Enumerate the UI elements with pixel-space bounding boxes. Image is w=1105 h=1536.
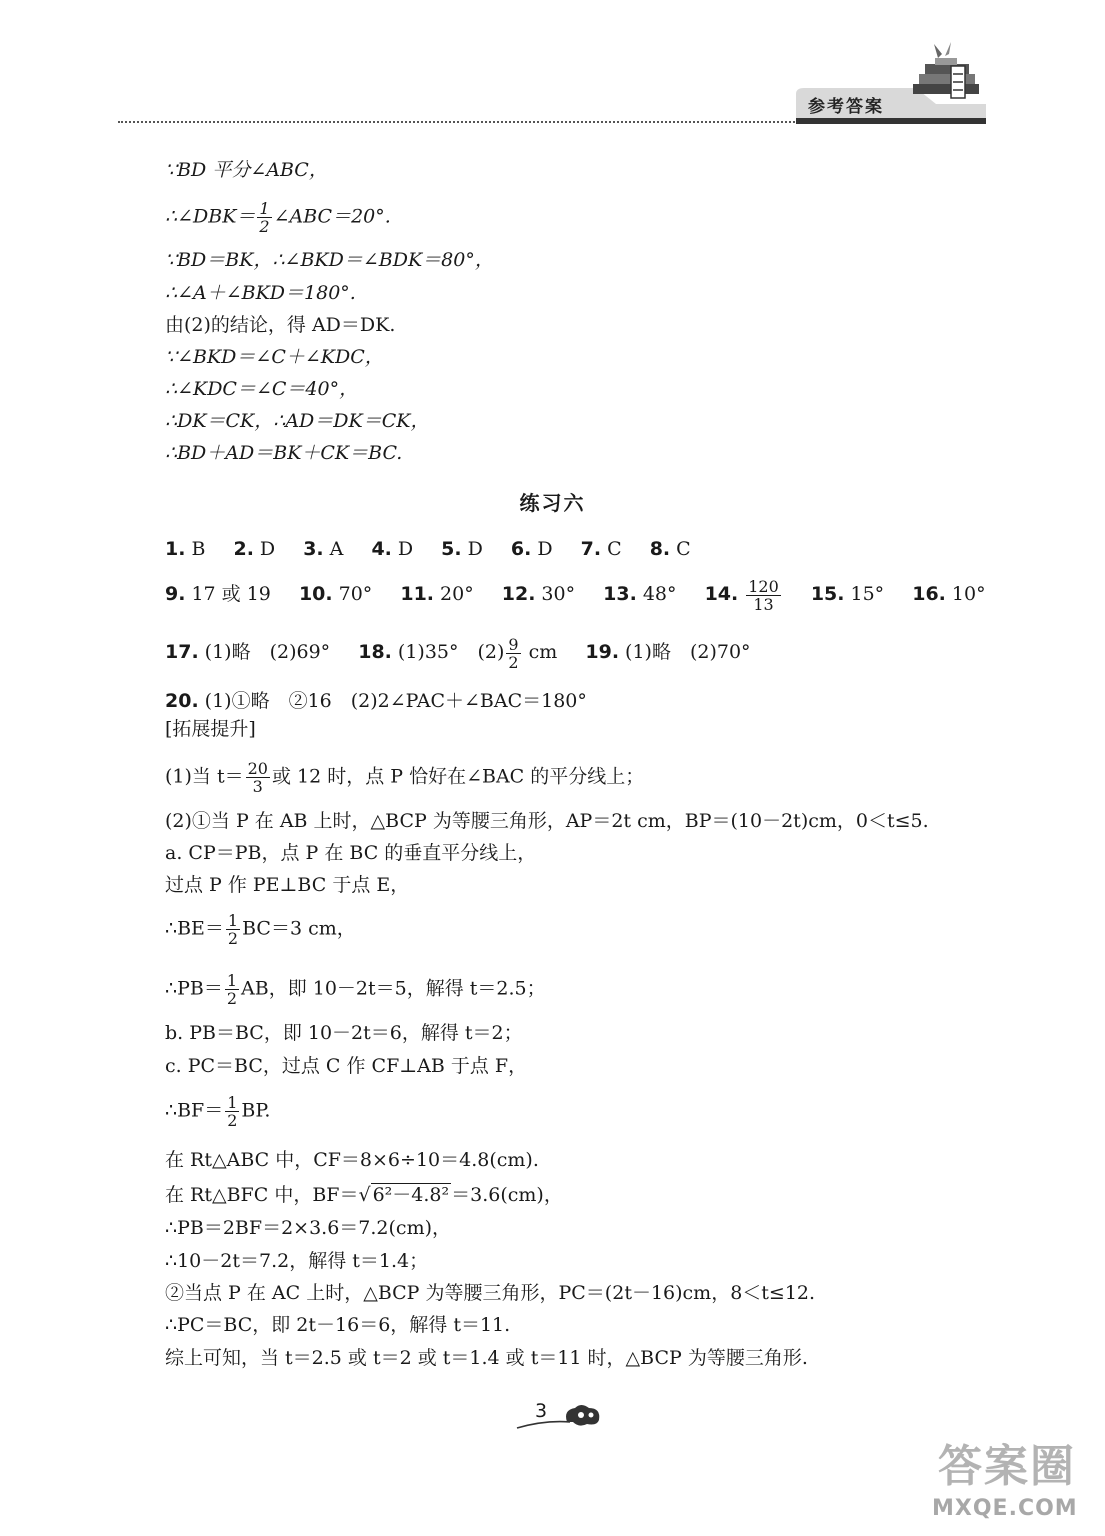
answers-row-4 <box>165 686 609 713</box>
fraction: $\frac{1}{2}$ <box>259 199 270 236</box>
fraction: $\frac{1}{2}$ <box>226 971 238 1008</box>
fraction: $\frac{1}{2}$ <box>227 1093 238 1130</box>
proof-line-8: ∴DK＝CK，∴AD＝DK＝CK， <box>165 410 430 432</box>
extension-case-b: b. PB＝BC，即 10－2t＝6，解得 t＝2； <box>165 1022 523 1044</box>
proof-line-3: ∵BD＝BK，∴∠BKD＝∠BDK＝80°， <box>165 249 494 271</box>
answer-item: 8. C <box>649 538 691 560</box>
header-dotted-rule <box>118 121 798 123</box>
extension-case-c-2: ∴BF＝ $\frac{1}{2}$ BP. <box>165 1093 271 1130</box>
extension-line-2: (2)①当 P 在 AB 上时，△BCP 为等腰三角形，AP＝2t cm，BP＝(10－2t)cm，0＜t≤5. <box>165 810 929 832</box>
header-label: 参考答案 <box>808 97 884 117</box>
proof-line-7: ∴∠KDC＝∠C＝40°， <box>165 378 359 400</box>
answer-item: 13. 48° <box>603 583 677 605</box>
fraction: $\frac{1}{2}$ <box>227 911 239 948</box>
watermark <box>920 1430 1090 1530</box>
answer-item: 15. 15° <box>810 583 885 605</box>
section-title: 练习六 <box>519 491 586 515</box>
extension-conclusion: 综上可知，当 t＝2.5 或 t＝2 或 t＝1.4 或 t＝11 时，△BCP 为等腰三角形. <box>165 1347 808 1369</box>
extension-case-c-3: 在 Rt△ABC 中，CF＝8×6÷10＝4.8(cm). <box>165 1149 539 1171</box>
extension-case-c-6: ∴10－2t＝7.2，解得 t＝1.4； <box>165 1250 429 1272</box>
extension-case-c-1: c. PC＝BC，过点 C 作 CF⊥AB 于点 F， <box>165 1055 528 1077</box>
extension-line-1: (1)当 t＝ $\frac{20}{3}$ 或 12 时，点 P 恰好在∠BAC 的平分线上； <box>165 759 645 796</box>
fraction: $\frac{9}{2}$ <box>508 634 519 672</box>
extension-case-c-5: ∴PB＝2BF＝2×3.6＝7.2(cm)， <box>165 1217 451 1239</box>
watermark-url: MXQE.COM <box>932 1496 1078 1521</box>
answer-item: 12. 30° <box>501 583 576 605</box>
answer-item: 5. D <box>441 538 483 560</box>
proof-line-2: ∴∠DBK＝ $\frac{1}{2}$ ∠ABC＝20°. <box>165 199 391 236</box>
extension-case-a-1: a. CP＝PB，点 P 在 BC 的垂直平分线上， <box>165 842 537 864</box>
answer-item: 10. 70° <box>298 583 373 605</box>
proof-line-5: 由(2)的结论，得 AD＝DK. <box>165 314 396 336</box>
extension-case-a-4: ∴PB＝ $\frac{1}{2}$ AB，即 10－2t＝5，解得 t＝2.5； <box>165 971 546 1008</box>
answer-item: 2. D <box>233 538 276 560</box>
proof-line-6: ∵∠BKD＝∠C＋∠KDC， <box>165 346 384 368</box>
answer-item: 9. 17 或 19 <box>165 583 271 605</box>
answer-item: 20. (1)①略 ②16 (2)2∠PAC＋∠BAC＝180° <box>165 690 587 712</box>
extension-case-a-2: 过点 P 作 PE⊥BC 于点 E， <box>165 874 410 896</box>
proof-line-1: ∵BD 平分∠ABC， <box>165 159 328 181</box>
answer-item: 3. A <box>303 538 344 560</box>
cloud-swirl-icon <box>515 1400 605 1432</box>
extension-heading: [拓展提升] <box>165 718 256 740</box>
answer-item: 18. (1)35° (2) $\frac{9}{2}$ cm <box>358 634 558 672</box>
answer-item: 16. 10° <box>912 583 986 605</box>
answer-item: 7. C <box>580 538 622 560</box>
answer-item: 14. $\frac{120}{13}$ <box>704 576 779 614</box>
fraction: $\frac{120}{13}$ <box>748 576 779 614</box>
answer-item: 19. (1)略 (2)70° <box>585 641 751 663</box>
answers-row-1 <box>165 538 713 560</box>
answers-row-3 <box>165 630 773 674</box>
extension-case-a-3: ∴BE＝ $\frac{1}{2}$ BC＝3 cm， <box>165 911 356 948</box>
answer-item: 1. B <box>165 538 206 560</box>
book-stack-icon <box>905 40 985 120</box>
extension-case-c-4: 在 Rt△BFC 中，BF＝√ 6²－4.8² ＝3.6(cm)， <box>165 1184 563 1206</box>
answer-item: 17. (1)略 (2)69° <box>165 641 331 663</box>
proof-line-4: ∴∠A＋∠BKD＝180°. <box>165 282 356 304</box>
answer-item: 4. D <box>371 538 414 560</box>
extension-part-2-2: ∴PC＝BC，即 2t－16＝6，解得 t＝11. <box>165 1314 511 1336</box>
answer-item: 11. 20° <box>400 583 474 605</box>
fraction: $\frac{20}{3}$ <box>247 759 268 796</box>
answer-item: 6. D <box>510 538 553 560</box>
page-number: 3 <box>535 1400 548 1422</box>
answers-row-2 <box>165 572 1008 616</box>
proof-line-9: ∴BD＋AD＝BK＋CK＝BC. <box>165 442 403 464</box>
extension-part-2-1: ②当点 P 在 AC 上时，△BCP 为等腰三角形，PC＝(2t－16)cm，8＜t≤12. <box>165 1282 816 1304</box>
watermark-logo-text: 答案圈 <box>938 1441 1076 1492</box>
